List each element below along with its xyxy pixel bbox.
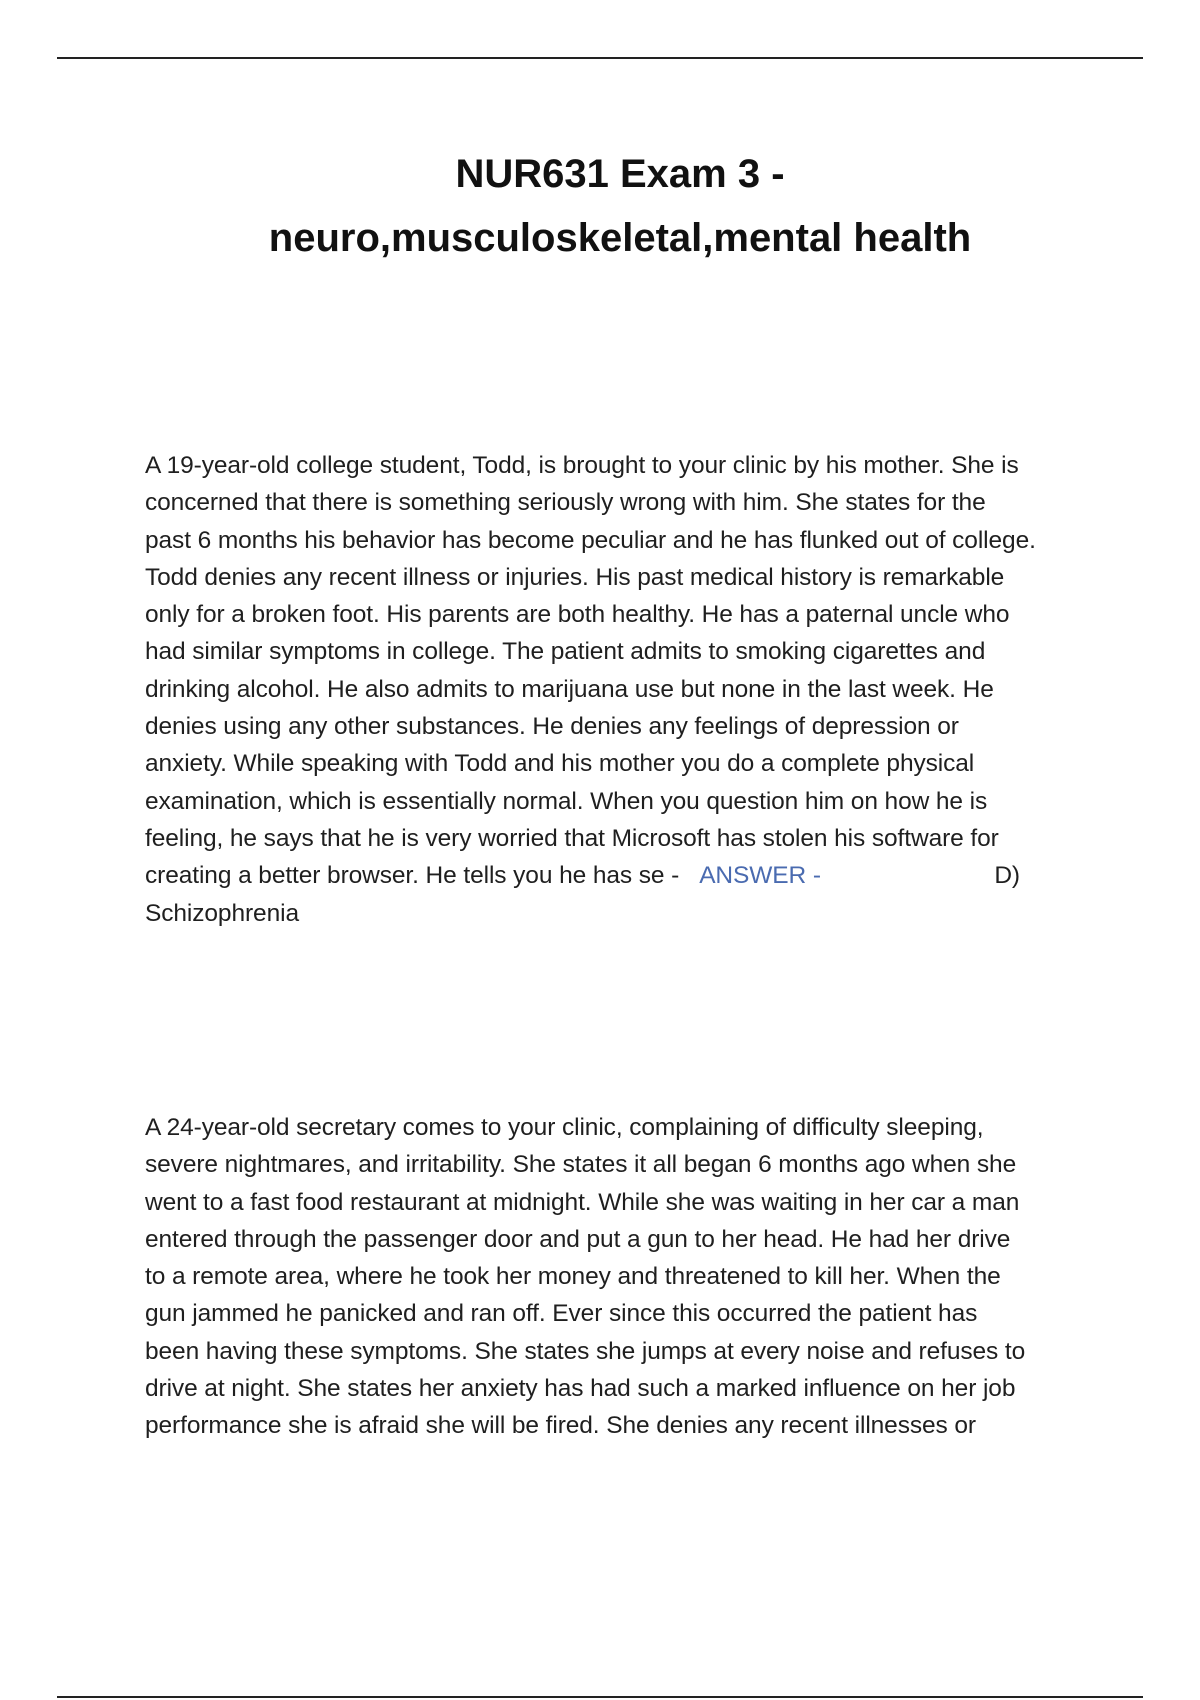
question-2-line: gun jammed he panicked and ran off. Ever since this occurred the patient has (145, 1300, 978, 1328)
question-1-line: past 6 months his behavior has become peculiar and he has flunked out of college. (145, 526, 1036, 554)
question-1-last-text: creating a better browser. He tells you he has se - (145, 862, 680, 890)
question-2-line: A 24-year-old secretary comes to your clinic, complaining of difficulty sleeping, (145, 1114, 984, 1141)
top-rule (57, 57, 1143, 59)
question-2-line: entered through the passenger door and put a gun to her head. He had her drive (145, 1225, 1011, 1253)
question-1-line: concerned that there is something seriously wrong with him. She states for the (145, 489, 986, 517)
question-1-line: drinking alcohol. He also admits to marijuana use but none in the last week. He (145, 675, 994, 703)
question-2 (145, 1109, 1090, 1445)
question-1-line: denies using any other substances. He denies any feelings of depression or (145, 713, 959, 741)
question-2-line: severe nightmares, and irritability. She states it all began 6 months ago when she (145, 1151, 1017, 1179)
question-2-line: performance she is afraid she will be fired. She denies any recent illnesses or (145, 1412, 976, 1440)
question-1-answer-line (145, 857, 1020, 894)
question-1-line: feeling, he says that he is very worried that Microsoft has stolen his software for (145, 824, 999, 852)
bottom-rule (57, 1696, 1143, 1698)
answer-choice: D) (994, 862, 1020, 890)
question-2-line: to a remote area, where he took her money and threatened to kill her. When the (145, 1263, 1001, 1291)
question-1-line: only for a broken foot. His parents are both healthy. He has a paternal uncle who (145, 601, 1010, 629)
question-2-line: been having these symptoms. She states she jumps at every noise and refuses to (145, 1337, 1026, 1365)
title-line-1: NUR631 Exam 3 - (455, 152, 785, 196)
question-1-line: anxiety. While speaking with Todd and his mother you do a complete physical (145, 750, 975, 778)
document-title (130, 142, 1110, 270)
answer-text: Schizophrenia (145, 899, 299, 927)
question-1-line: Todd denies any recent illness or injuries. His past medical history is remarkable (145, 563, 1005, 591)
question-1-line: examination, which is essentially normal. When you question him on how he is (145, 787, 988, 815)
question-1-line: had similar symptoms in college. The patient admits to smoking cigarettes and (145, 638, 986, 666)
title-line-2: neuro,musculoskeletal,mental health (268, 216, 972, 260)
question-1 (145, 447, 1090, 932)
question-2-line: drive at night. She states her anxiety has had such a marked influence on her job (145, 1375, 1016, 1403)
question-1-line: A 19-year-old college student, Todd, is brought to your clinic by his mother. She is (145, 452, 1019, 479)
answer-label: ANSWER - (699, 862, 821, 890)
question-2-line: went to a fast food restaurant at midnight. While she was waiting in her car a man (145, 1188, 1020, 1216)
